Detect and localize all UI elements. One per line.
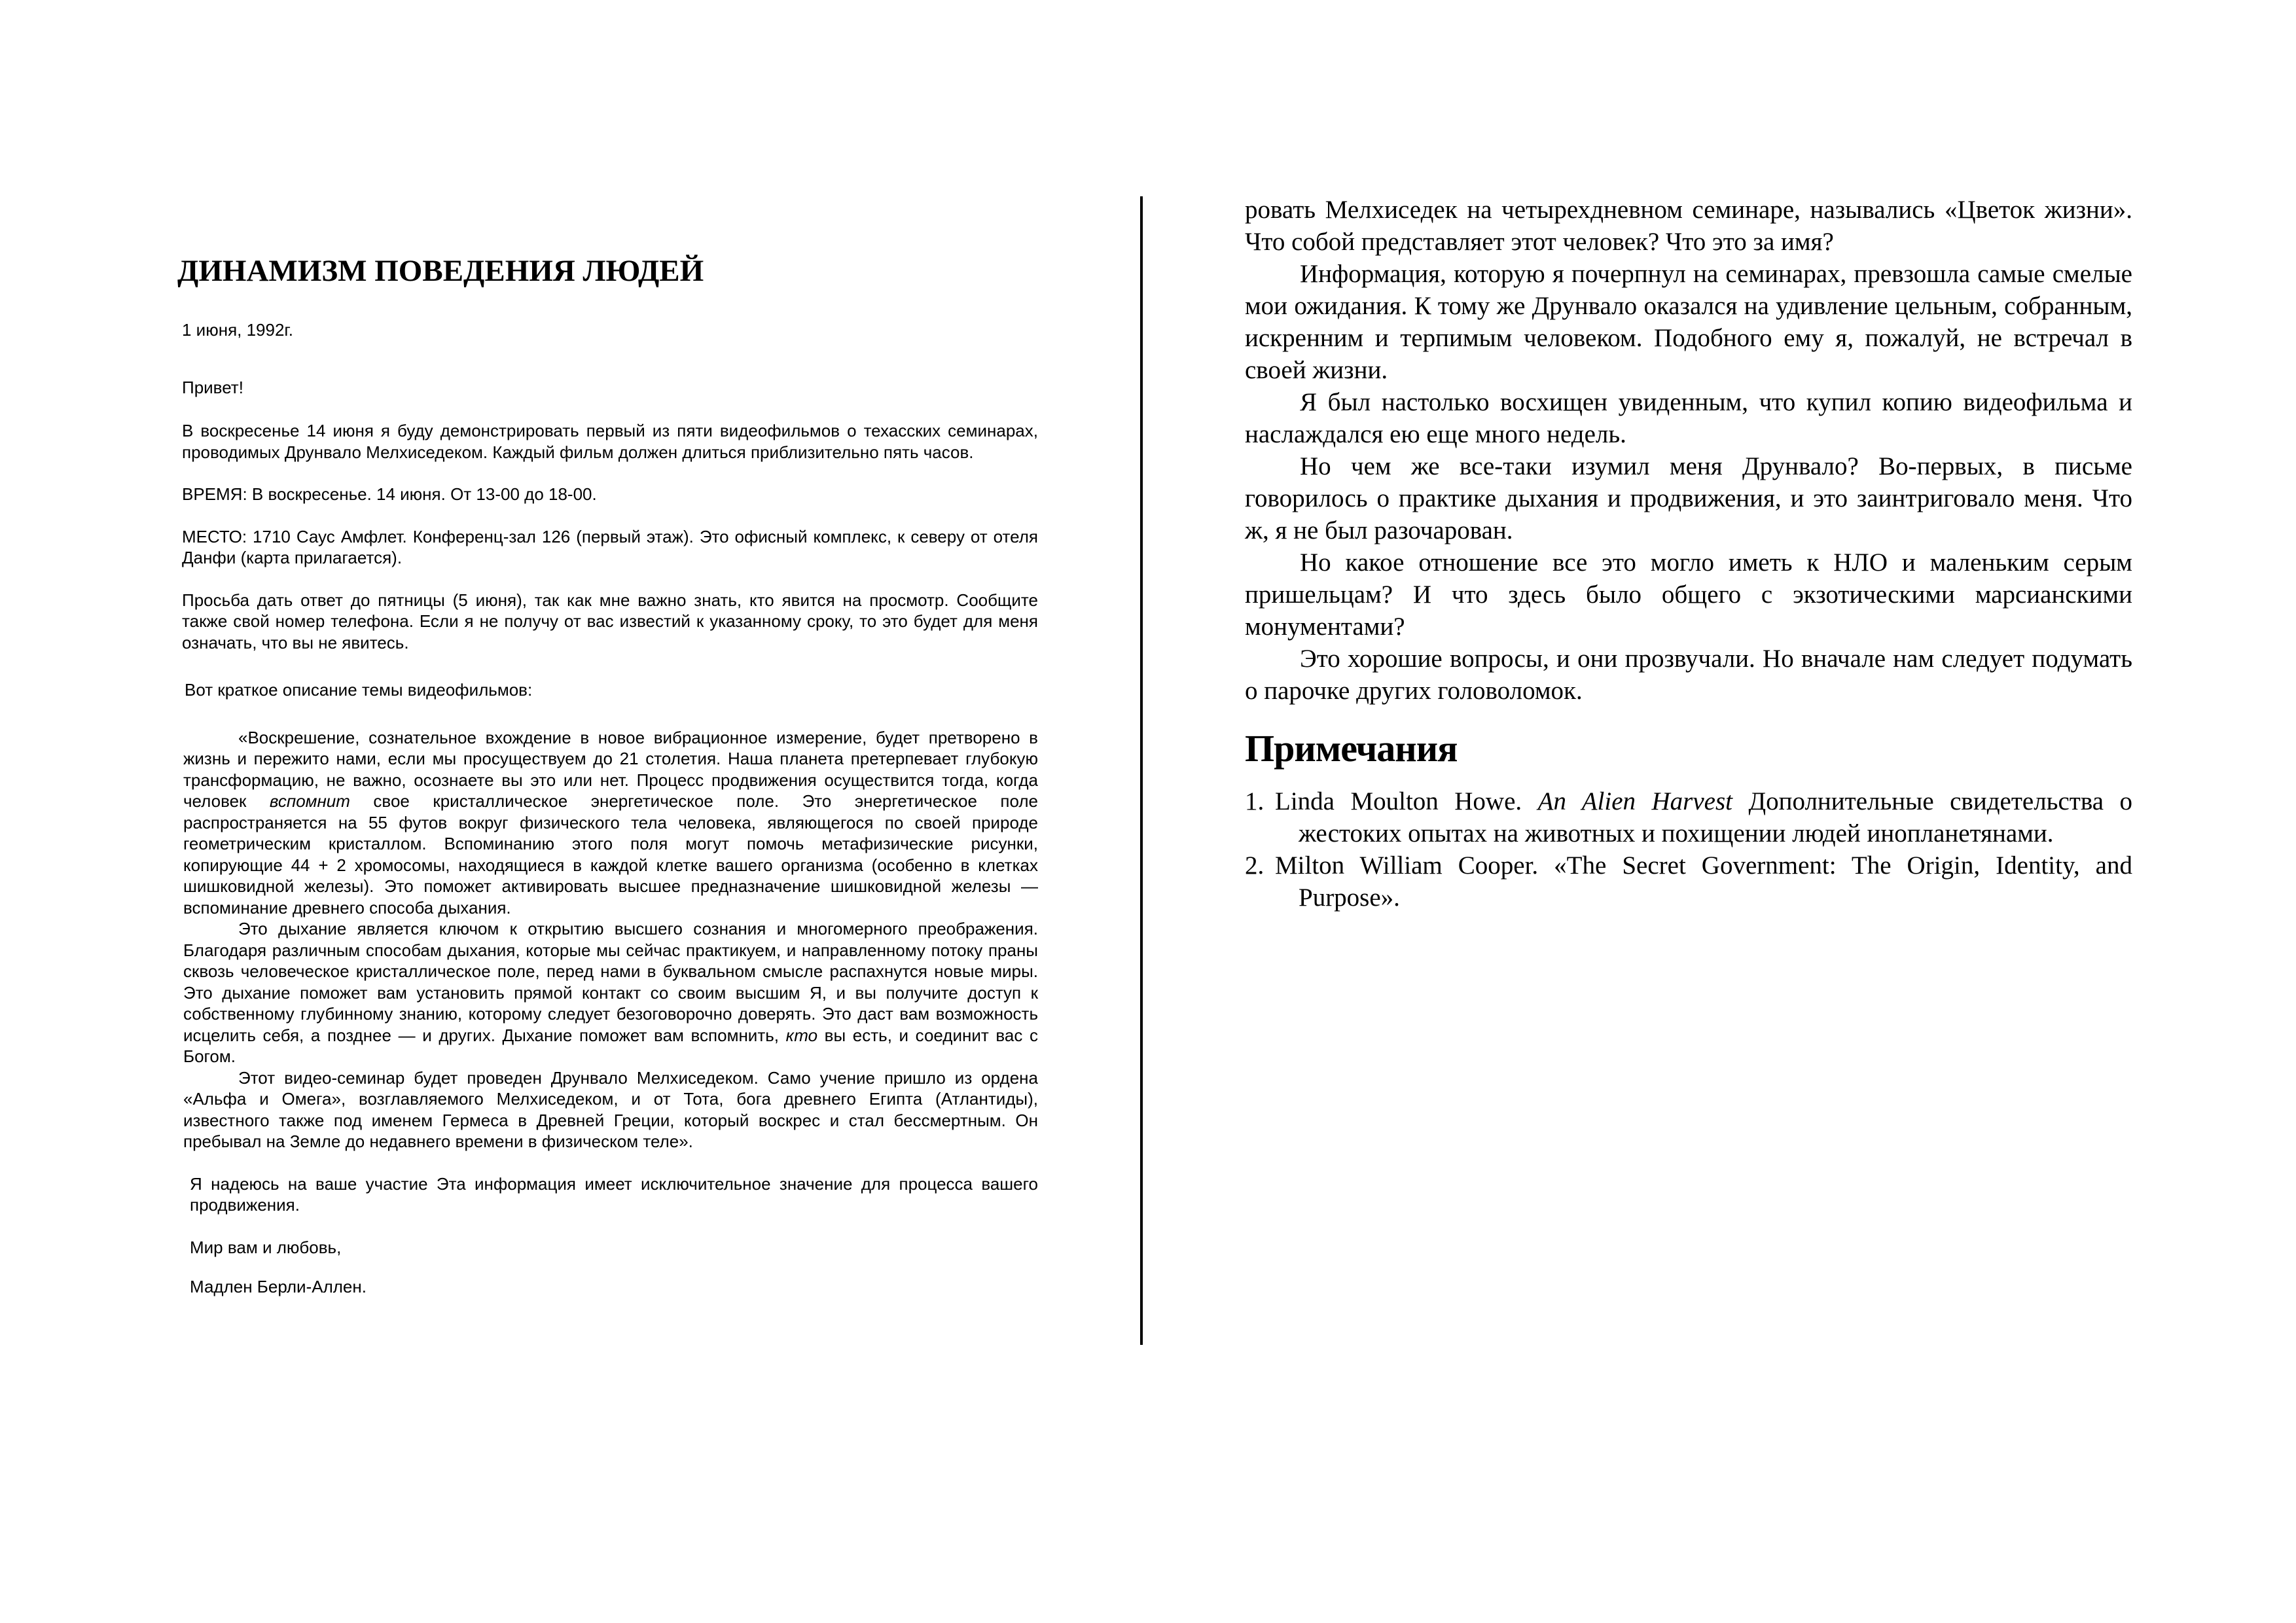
note-text: Дополнительные свидетельства о жестоких опытах на животных и похищении людей инопланетянами.: [1299, 787, 2132, 847]
left-page: [175, 196, 1038, 1316]
letter-greeting: Привет!: [182, 377, 243, 397]
body-paragraph: Но какое отношение все это могло иметь к НЛО и маленьким серым пришельцам? И что здесь было общего с экзотическими марсианскими монументами?: [1245, 548, 2132, 641]
quote-paragraph-2: [183, 918, 1038, 1067]
letter-farewell: Мир вам и любовь,: [190, 1237, 342, 1257]
right-page: [1245, 194, 2132, 914]
quote-1-start: «Воскрешение, сознательное вхождение в новое вибрационное измерение, будет претворено в жизнь и пережито нами, если мы просуществуем до 21 столетия. Наша планета претерпевает глубокую трансформацию, не важно, осознаете вы это или нет. Процесс продвижения осуществится тогда, когда человек: [183, 727, 1038, 811]
letter-lead-in: Вот краткое описание темы видеофильмов:: [185, 680, 533, 700]
body-paragraph: Я был настолько восхищен увиденным, что купил копию видеофильма и наслаждался ею еще много недель.: [1245, 388, 2132, 448]
notes-heading: Примечания: [1245, 727, 1458, 770]
letter-closing: Я надеюсь на ваше участие Эта информация имеет исключительное значение для процесса вашего продвижения.: [190, 1173, 1038, 1215]
letter-signature: Мадлен Берли-Аллен.: [190, 1277, 367, 1296]
note-item: [1245, 849, 2132, 914]
quote-paragraph-3: Этот видео-семинар будет проведен Друнвало Мелхиседеком. Само учение пришло из ордена «Альфа и Омега», возглавляемого Мелхиседеком, и от Тота, бога древнего Египта (Атлантиды), известного также под именем Гермеса в Древней Греции, который воскрес и стал бессмертным. Он пребывал на Земле до недавнего времени в физическом теле».: [183, 1067, 1038, 1151]
quote-2-emphasis: кто: [785, 1025, 818, 1045]
letter-quote: [183, 727, 1038, 1152]
quote-2-end: вы есть, и соединит вас с Богом.: [183, 1025, 1038, 1066]
quote-1-emphasis: вспомнит: [269, 791, 350, 811]
note-text: Milton William Cooper. «The Secret Government: The Origin, Identity, and Purpose».: [1275, 851, 2132, 912]
letter-time: ВРЕМЯ: В воскресенье. 14 июня. От 13-00 до 18-00.: [182, 484, 597, 504]
quote-2-start: Это дыхание является ключом к открытию высшего сознания и многомерного преображения. Благодаря различным способам дыхания, которые мы сейчас практикуем, и направленному потоку праны сквозь человеческое кристаллическое поле, перед нами в буквальном смысле распахнутся новые миры. Это дыхание поможет вам установить прямой контакт со своим высшим Я, и вы получите доступ к собственному глубинному знанию, которому следует безоговорочно доверять. Это даст вам возможность исцелить себя, а позднее — и других. Дыхание поможет вам вспомнить,: [183, 919, 1038, 1045]
letter-paragraph-intro: В воскресенье 14 июня я буду демонстрировать первый из пяти видеофильмов о техасских семинарах, проводимых Друнвало Мелхиседеком. Каждый фильм должен длиться приблизительно пять часов.: [182, 421, 1038, 462]
quote-1-end: свое кристаллическое энергетическое поле. Это энергетическое поле распространяется на 55 футов вокруг физического тела человека, являющегося по своей природе геометрическим кристаллом. Вспоминанию этого поля могут помочь метафизические рисунки, копирующие 44 + 2 хромосомы, находящиеся в каждой клетке вашего организма (особенно в клетках шишковидной железы). Это поможет активировать высшее предназначение шишковидной железы — вспоминание древнего способа дыхания.: [183, 791, 1038, 918]
body-paragraph: Но чем же все-таки изумил меня Друнвало? Во-первых, в письме говорилось о практике дыхания и продвижения, и это заинтриговало меня. Что ж, я не был разочарован.: [1245, 452, 2132, 544]
note-number: 2.: [1245, 851, 1265, 880]
letter-request: Просьба дать ответ до пятницы (5 июня), так как мне важно знать, кто явится на просмотр. Сообщите также свой номер телефона. Если я не получу от вас известий к указанному сроку, то это будет для меня означать, что вы не явитесь.: [182, 590, 1038, 652]
body-paragraph: Это хорошие вопросы, и они прозвучали. Но вначале нам следует подумать о парочке других головоломок.: [1245, 645, 2132, 705]
note-number: 1.: [1245, 787, 1265, 815]
note-author: Linda Moulton Howe.: [1275, 787, 1522, 815]
page-divider: [1140, 196, 1143, 1345]
body-paragraph: Информация, которую я почерпнул на семинарах, превзошла самые смелые мои ожидания. К тому же Друнвало оказался на удивление цельным, собранным, искренним и терпимым человеком. Подобного ему я, пожалуй, не встречал в своей жизни.: [1245, 260, 2132, 384]
note-item: [1245, 785, 2132, 849]
letter-title: ДИНАМИЗМ ПОВЕДЕНИЯ ЛЮДЕЙ: [177, 254, 704, 288]
body-paragraph-continued: ровать Мелхиседек на четырехдневном семинаре, назывались «Цветок жизни». Что собой представляет этот человек? Что это за имя?: [1245, 196, 2132, 256]
letter-date: 1 июня, 1992г.: [182, 320, 293, 340]
note-title: An Alien Harvest: [1537, 787, 1732, 815]
letter-place: МЕСТО: 1710 Саус Амфлет. Конференц-зал 126 (первый этаж). Это офисный комплекс, к северу от отеля Данфи (карта прилагается).: [182, 526, 1038, 567]
quote-paragraph-1: [183, 727, 1038, 919]
